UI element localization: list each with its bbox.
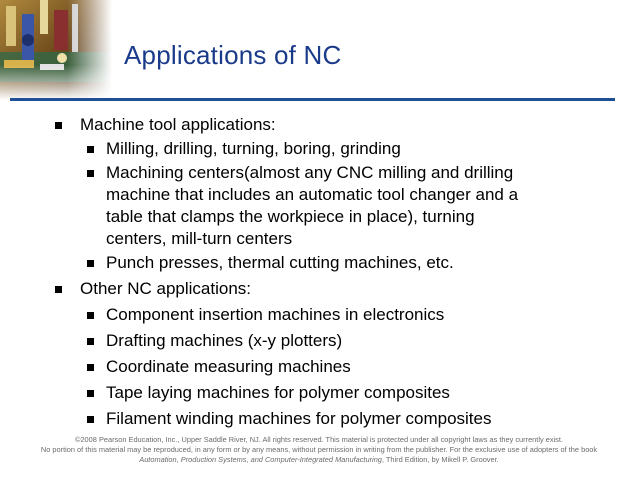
square-bullet-icon [87, 260, 94, 267]
bullet-level-2 [106, 252, 454, 274]
bullet-text: Milling, drilling, turning, boring, grinding [106, 139, 401, 158]
footer-book-title: Automation, Production Systems, and Computer-Integrated Manufacturing [139, 455, 382, 464]
bullet-text: Drafting machines (x-y plotters) [106, 331, 343, 350]
bullet-text: Other NC applications: [80, 279, 252, 298]
bullet-level-1 [80, 278, 251, 300]
bullet-text: Punch presses, thermal cutting machines, etc. [106, 253, 454, 272]
square-bullet-icon [87, 416, 94, 423]
square-bullet-icon [87, 146, 94, 153]
bullet-level-2 [106, 382, 450, 404]
bullet-level-2 [106, 304, 444, 326]
footer-line-1: ©2008 Pearson Education, Inc., Upper Saddle River, NJ. All rights reserved. This material is protected under all copyright laws as they currently exist. [75, 435, 563, 444]
slide-title: Applications of NC [124, 40, 342, 70]
footer-line-2: No portion of this material may be reproduced, in any form or by any means, without permission in writing from the publisher. For the exclusive use of adopters of the book [40, 445, 598, 454]
bullet-text: Machine tool applications: [80, 115, 276, 134]
square-bullet-icon [55, 286, 62, 293]
bullet-level-2 [106, 408, 492, 430]
bullet-text: Filament winding machines for polymer composites [106, 409, 492, 428]
square-bullet-icon [87, 170, 94, 177]
square-bullet-icon [87, 364, 94, 371]
bullet-level-2 [106, 138, 401, 160]
title-divider [10, 98, 615, 101]
bullet-text: Machining centers(almost any CNC milling and drilling machine that includes an automatic tool changer and a table that clamps the workpiece in place), turning centers, mill-turn centers [106, 163, 519, 248]
bullet-text: Tape laying machines for polymer composites [106, 383, 450, 402]
bullet-level-1 [80, 114, 276, 136]
bullet-text: Coordinate measuring machines [106, 357, 351, 376]
square-bullet-icon [55, 122, 62, 129]
corner-machine-photo [0, 0, 112, 100]
square-bullet-icon [87, 312, 94, 319]
bullet-text: Component insertion machines in electronics [106, 305, 445, 324]
footer-edition: , Third Edition, by Mikell P. Groover. [381, 455, 499, 464]
square-bullet-icon [87, 390, 94, 397]
bullet-level-2 [106, 162, 536, 250]
square-bullet-icon [87, 338, 94, 345]
copyright-footer [0, 435, 638, 465]
footer-line-3 [0, 455, 638, 465]
bullet-level-2 [106, 330, 342, 352]
bullet-level-2 [106, 356, 351, 378]
